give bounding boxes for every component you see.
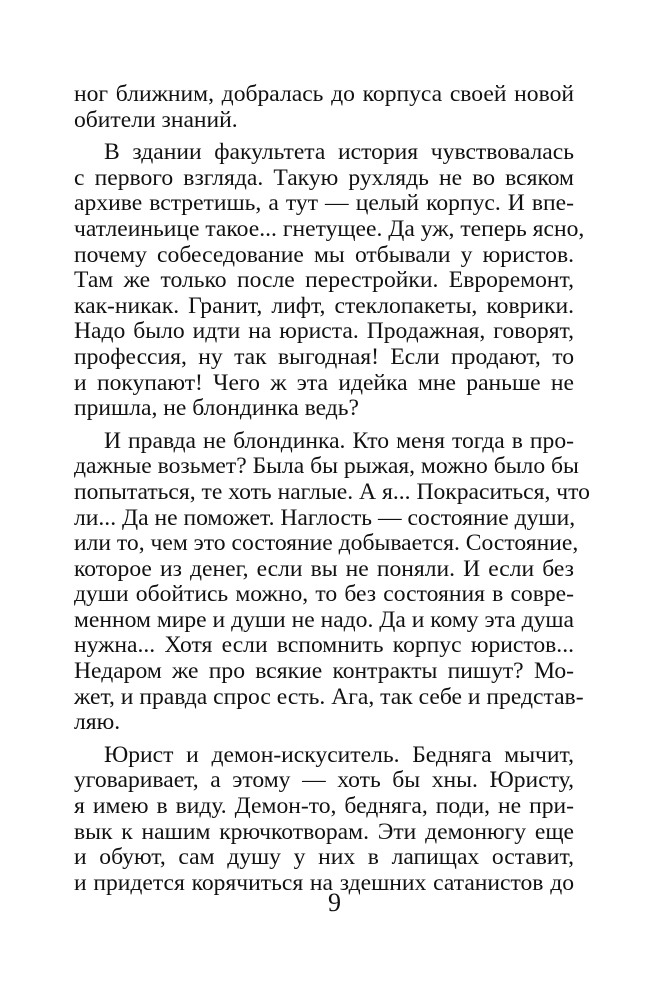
text-line: Недаром же про всякие контракты пишут? Мо- bbox=[74, 658, 574, 685]
text-line: и придется корячиться на здешних сатанистов до bbox=[74, 869, 574, 896]
text-line: менном мире и души не надо. Да и кому эта душа bbox=[74, 606, 575, 633]
text-line: души обойтись можно, то без состояния в совре- bbox=[74, 581, 574, 608]
text-line: пришла, не блондинка ведь? bbox=[74, 395, 360, 422]
text-line: попытаться, те хоть наглые. А я... Покраситься, что bbox=[74, 478, 590, 505]
text-line: обители знаний. bbox=[74, 106, 238, 133]
paragraph bbox=[74, 427, 590, 736]
text-line: жет, и правда спрос есть. Ага, так себе и представ- bbox=[74, 683, 584, 710]
paragraph bbox=[74, 743, 574, 897]
text-line: и покупают! Чего ж эта идейка мне раньше не bbox=[74, 369, 574, 396]
page-text bbox=[74, 81, 590, 896]
text-line: дажные возьмет? Была бы рыжая, можно было бы bbox=[74, 453, 579, 480]
paragraph bbox=[74, 139, 585, 422]
text-line: Юрист и демон-искуситель. Бедняга мычит, bbox=[104, 741, 574, 768]
text-line: И правда не блондинка. Кто меня тогда в про- bbox=[104, 427, 574, 454]
text-line: вык к нашим крючкотворам. Эти демонюгу еще bbox=[74, 818, 574, 845]
text-line: с первого взгляда. Такую рухлядь не во всяком bbox=[74, 164, 574, 191]
page-number: 9 bbox=[328, 888, 341, 917]
text-line: я имею в виду. Демон-то, бедняга, поди, не при- bbox=[74, 793, 574, 820]
text-line: или то, чем это состояние добывается. Состояние, bbox=[74, 530, 579, 557]
text-line: Там же только после перестройки. Евроремонт, bbox=[74, 267, 574, 294]
text-line: архиве встретишь, а тут — целый корпус. И впе- bbox=[74, 190, 574, 217]
text-line: нужна... Хотя если вспомнить корпус юристов... bbox=[74, 632, 574, 659]
text-line: чатлеиньице такое... гнетущее. Да уж, теперь ясно, bbox=[74, 215, 585, 242]
text-line: В здании факультета история чувствовалась bbox=[104, 139, 574, 166]
text-line: ног ближним, добралась до корпуса своей новой bbox=[74, 81, 574, 107]
text-line: которое из денег, если вы не поняли. И если без bbox=[74, 555, 574, 582]
text-line: уговаривает, а этому — хоть бы хны. Юристу, bbox=[74, 767, 574, 794]
text-line: ляю. bbox=[74, 709, 121, 736]
paragraph bbox=[74, 82, 574, 133]
text-line: ли... Да не поможет. Наглость — состояние души, bbox=[74, 504, 576, 531]
text-line: Надо было идти на юриста. Продажная, говорят, bbox=[74, 318, 574, 345]
text-line: как-никак. Гранит, лифт, стеклопакеты, коврики. bbox=[74, 292, 574, 319]
text-line: и обуют, сам душу у них в лапищах оставит, bbox=[74, 844, 574, 871]
text-line: профессия, ну так выгодная! Если продают, то bbox=[74, 343, 574, 370]
text-line: почему собеседование мы отбывали у юристов. bbox=[74, 241, 574, 268]
